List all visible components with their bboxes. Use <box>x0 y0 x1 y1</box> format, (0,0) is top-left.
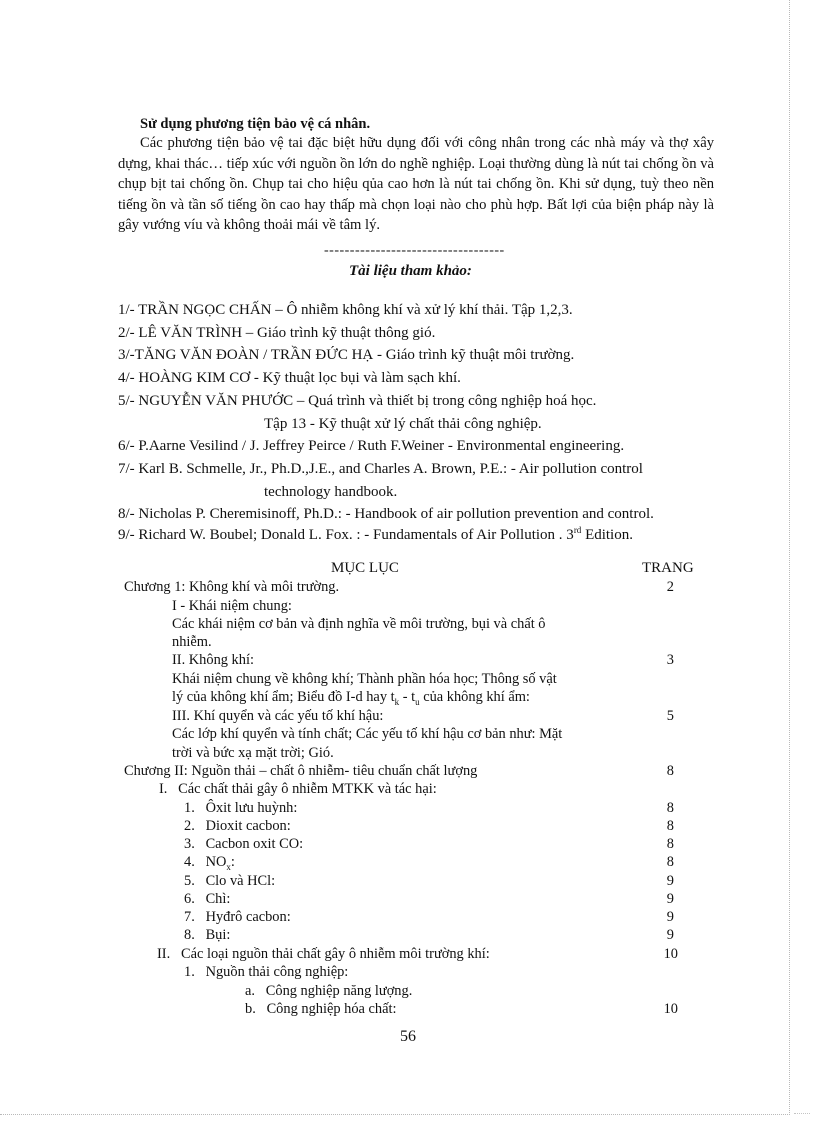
toc-title: MỤC LỤC <box>331 560 399 576</box>
reference-item: 5/- NGUYỄN VĂN PHƯỚC – Quá trình và thiết bị trong công nghiệp hoá học. <box>118 393 597 409</box>
references-title: Tài liệu tham khảo: <box>349 263 472 279</box>
toc-entry: Các khái niệm cơ bản và định nghĩa về môi trường, bụi và chất ô <box>172 616 546 632</box>
toc-entry: nhiễm. <box>172 634 212 650</box>
toc-page: 8 <box>666 836 674 852</box>
toc-page: 8 <box>666 800 674 816</box>
toc-page: 8 <box>666 854 674 870</box>
toc-page: 9 <box>666 927 674 943</box>
toc-entry: a. Công nghiệp năng lượng. <box>245 983 413 999</box>
reference-item: 8/- Nicholas P. Cheremisinoff, Ph.D.: - Handbook of air pollution prevention and control. <box>118 506 654 522</box>
page-number: 56 <box>400 1028 416 1045</box>
toc-page: 2 <box>666 579 674 595</box>
toc-entry: 7. Hyđrô cacbon: <box>184 909 291 925</box>
toc-entry: 1. Ôxit lưu huỳnh: <box>184 800 298 816</box>
toc-entry: II. Không khí: <box>172 652 254 668</box>
toc-entry: 5. Clo và HCl: <box>184 873 276 889</box>
toc-entry: Chương II: Nguồn thải – chất ô nhiễm- tiêu chuẩn chất lượng <box>124 763 478 779</box>
toc-entry: Chương 1: Không khí và môi trường. <box>124 579 340 595</box>
toc-entry: I. Các chất thải gây ô nhiễm MTKK và tác hại: <box>159 781 437 797</box>
toc-page: 8 <box>666 818 674 834</box>
page-corner-mark <box>794 1113 810 1115</box>
toc-entry: 1. Nguồn thải công nghiệp: <box>184 964 349 980</box>
reference-item: 9/- Richard W. Boubel; Donald L. Fox. : - Fundamentals of Air Pollution . 3rd Edition. <box>118 525 633 543</box>
separator-line: ----------------------------------- <box>324 243 505 258</box>
toc-page: 9 <box>666 909 674 925</box>
reference-item: 3/-TĂNG VĂN ĐOÀN / TRẦN ĐỨC HẠ - Giáo trình kỹ thuật môi trường. <box>118 347 575 363</box>
reference-item: 2/- LÊ VĂN TRÌNH – Giáo trình kỹ thuật thông gió. <box>118 325 436 341</box>
toc-entry: 6. Chì: <box>184 891 231 907</box>
toc-entry: Các lớp khí quyển và tính chất; Các yếu tố khí hậu cơ bản như: Mặt <box>172 726 563 742</box>
toc-entry: 2. Dioxit cacbon: <box>184 818 291 834</box>
toc-page: 9 <box>666 873 674 889</box>
toc-page: 8 <box>666 763 674 779</box>
toc-page: 10 <box>663 946 678 962</box>
reference-item: 1/- TRẦN NGỌC CHẤN – Ô nhiễm không khí và xử lý khí thải. Tập 1,2,3. <box>118 302 573 318</box>
toc-entry: I - Khái niệm chung: <box>172 598 292 614</box>
reference-item-continuation: technology handbook. <box>264 484 398 500</box>
toc-entry: III. Khí quyển và các yếu tố khí hậu: <box>172 708 384 724</box>
toc-page: 9 <box>666 891 674 907</box>
toc-entry: lý của không khí ẩm; Biểu đồ I-d hay $t_k - t_u$ của không khí ẩm: <box>172 689 530 707</box>
toc-entry: trời và bức xạ mặt trời; Gió. <box>172 745 334 761</box>
toc-entry: 3. Cacbon oxit CO: <box>184 836 304 852</box>
toc-page: 3 <box>666 652 674 668</box>
toc-page: 5 <box>666 708 674 724</box>
toc-entry: b. Công nghiệp hóa chất: <box>245 1001 397 1017</box>
toc-entry: 4. $NO_x$: <box>184 854 235 872</box>
toc-page: 10 <box>663 1001 678 1017</box>
reference-item: 6/- P.Aarne Vesilind / J. Jeffrey Peirce / Ruth F.Weiner - Environmental engineering. <box>118 438 625 454</box>
toc-entry: Khái niệm chung về không khí; Thành phần hóa học; Thông số vật <box>172 671 557 687</box>
toc-entry: 8. Bụi: <box>184 927 231 943</box>
reference-item-continuation: Tập 13 - Kỹ thuật xử lý chất thải công nghiệp. <box>264 416 542 432</box>
toc-page-header: TRANG <box>642 560 694 576</box>
toc-entry: II. Các loại nguồn thải chất gây ô nhiễm môi trường khí: <box>157 946 490 962</box>
body-paragraph: Các phương tiện bảo vệ tai đặc biệt hữu dụng đối với công nhân trong các nhà máy và thợ xây dựng, khai thác… tiếp xúc với nguồn ồn lớn do nghề nghiệp. Loại thường dùng là nút tai chống ồn và chụp bịt tai chống ồn. Chụp tai cho hiệu qủa cao hơn là nút tai chống ồn. Khi sử dụng, tuỳ theo nền tiếng ồn và tần số tiếng ồn cao hay thấp mà chọn loại nào cho phù hợp. Bất lợi của biện pháp này là gây vướng víu và không thoải mái về tâm lý. <box>118 135 714 233</box>
section-heading: Sử dụng phương tiện bảo vệ cá nhân. <box>140 116 371 132</box>
reference-item: 7/- Karl B. Schmelle, Jr., Ph.D.,J.E., and Charles A. Brown, P.E.: - Air pollution control <box>118 461 643 477</box>
reference-item: 4/- HOÀNG KIM CƠ - Kỹ thuật lọc bụi và làm sạch khí. <box>118 370 461 386</box>
